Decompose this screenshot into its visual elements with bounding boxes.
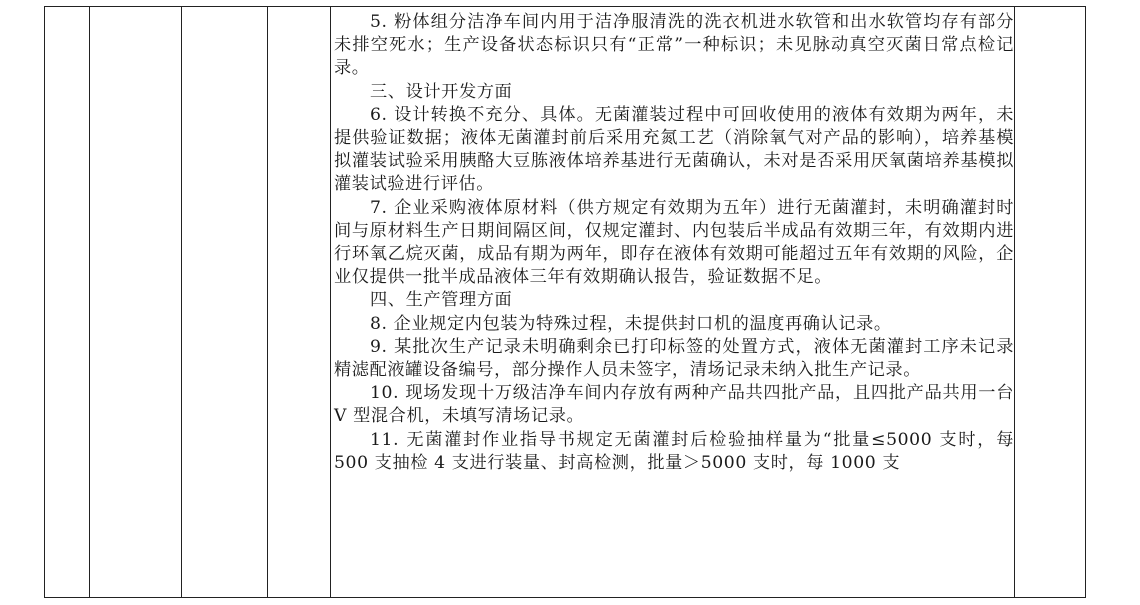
- findings-table: [44, 6, 1086, 598]
- finding-9: 9. 某批次生产记录未明确剩余已打印标签的处置方式，液体无菌灌封工序未记录精滤配液罐设备编号，部分操作人员未签字，清场记录未纳入批生产记录。: [334, 336, 1014, 381]
- finding-6: 6. 设计转换不充分、具体。无菌灌装过程中可回收使用的液体有效期为两年，未提供验证数据；液体无菌灌封前后采用充氮工艺（消除氧气对产品的影响），培养基模拟灌装试验采用胰酪大豆胨液体培养基进行无菌确认，未对是否采用厌氧菌培养基模拟灌装试验进行评估。: [334, 104, 1014, 195]
- finding-7: 7. 企业采购液体原材料（供方规定有效期为五年）进行无菌灌封，未明确灌封时间与原材料生产日期间隔区间，仅规定灌封、内包装后半成品有效期三年，有效期内进行环氧乙烷灭菌，成品有期为两年，即存在液体有效期可能超过五年有效期的风险，企业仅提供一批半成品液体三年有效期确认报告，验证数据不足。: [334, 197, 1014, 288]
- table-column-6: [1015, 7, 1085, 597]
- section-heading-production: 四、生产管理方面: [370, 290, 513, 311]
- table-column-1: [45, 7, 90, 597]
- finding-8: 8. 企业规定内包装为特殊过程，未提供封口机的温度再确认记录。: [370, 313, 892, 334]
- finding-10: 10. 现场发现十万级洁净车间内存放有两种产品共四批产品，且四批产品共用一台 V 型混合机，未填写清场记录。: [334, 383, 1014, 427]
- section-heading-design: 三、设计开发方面: [370, 81, 513, 102]
- table-column-2: [90, 7, 182, 597]
- table-column-4: [268, 7, 331, 597]
- finding-5: 5. 粉体组分洁净车间内用于洁净服清洗的洗衣机进水软管和出水软管均存有部分未排空死水；生产设备状态标识只有“正常”一种标识；未见脉动真空灭菌日常点检记录。: [334, 12, 1014, 79]
- table-column-3: [182, 7, 268, 597]
- findings-text-cell: [331, 7, 1015, 597]
- finding-11: 11. 无菌灌封作业指导书规定无菌灌封后检验抽样量为“批量≤5000 支时，每 500 支抽检 4 支进行装量、封高检测，批量＞5000 支时，每 1000 支: [334, 429, 1014, 473]
